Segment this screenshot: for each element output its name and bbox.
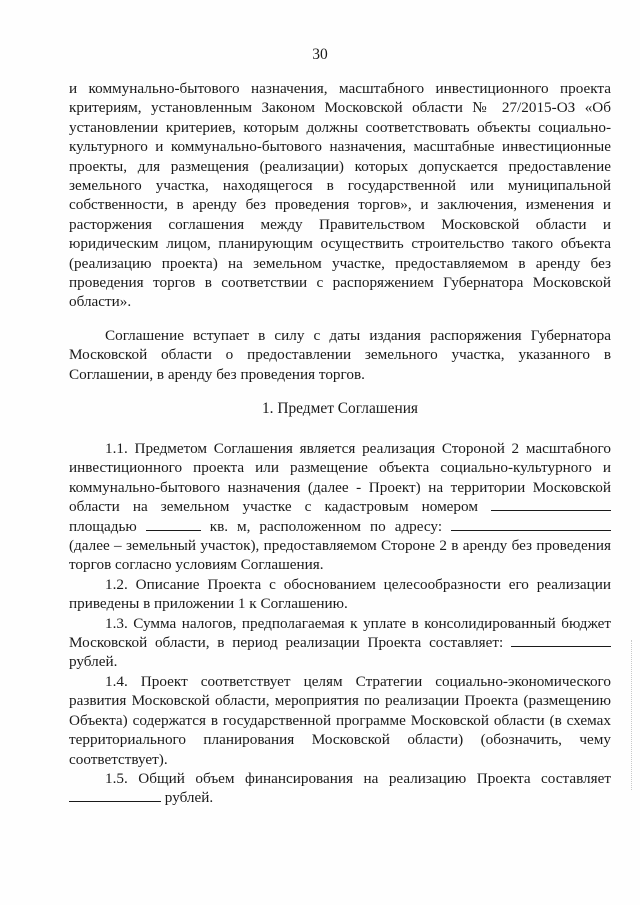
clause-1-1-text-a: 1.1. Предметом Соглашения является реализация Стороной 2 масштабного инвестиционного проекта или размещение объекта социально-культурного и коммунально-бытового назначения (далее - Проект) на территории Московской области на земельном участке с кадастровым номером — [69, 440, 611, 516]
address-blank — [451, 517, 611, 531]
tax-amount-blank — [511, 633, 611, 647]
area-blank — [146, 517, 201, 531]
section-heading: 1. Предмет Соглашения — [261, 400, 419, 417]
entry-into-force-text: Соглашение вступает в силу с даты издания распоряжения Губернатора Московской области о предоставлении земельного участка, указанного в Соглашении, в аренду без проведения торгов. — [69, 327, 611, 383]
clause-1-1-text-b: площадью — [69, 517, 137, 535]
clause-1-5-text-b: рублей. — [164, 789, 214, 807]
cadastral-number-blank — [491, 497, 611, 511]
clause-1-5 — [69, 769, 611, 808]
clause-1-4: 1.4. Проект соответствует целям Стратегии социально-экономического развития Московской области, мероприятия по реализации Проекта (размещению Объекта) содержатся в государственной программе Московской области (в схемах территориального планирования Московской области) (обозначить, чему соответствует). — [69, 672, 611, 768]
clause-1-2: 1.2. Описание Проекта с обоснованием целесообразности его реализации приведены в приложении 1 к Соглашению. — [69, 575, 611, 613]
clause-1-5-text-a: 1.5. Общий объем финансирования на реализацию Проекта составляет — [105, 769, 611, 787]
entry-into-force-paragraph — [69, 326, 611, 384]
continuation-text: и коммунально-бытового назначения, масштабного инвестиционного проекта критериям, установленным Законом Московской области № 27/2015-ОЗ «Об установлении критериев, которым должны соответствовать объекты социально-культурного и коммунально-бытового назначения, масштабные инвестиционные проекты, для размещения (реализации) которых допускается предоставление земельного участка, находящегося в государственной или муниципальной собственности, в аренду без проведения торгов», и заключения, изменения и расторжения соглашения между Правительством Московской области и юридическим лицом, планирующим осуществить строительство такого объекта (реализацию проекта) на земельном участке, предоставляемом в аренду без проведения торгов в соответствии с распоряжением Губернатора Московской области». — [69, 80, 611, 311]
clause-1-3-text-b: рублей. — [69, 653, 118, 671]
clause-1-3-text-a: 1.3. Сумма налогов, предполагаемая к уплате в консолидированный бюджет Московской области, в период реализации Проекта составляет: — [69, 614, 611, 652]
financing-amount-blank — [69, 788, 161, 802]
clause-1-1-text-c: кв. м, расположенном по адресу: — [209, 517, 443, 535]
clause-1-3 — [69, 614, 611, 672]
page-number: 30 — [312, 46, 328, 63]
continuation-paragraph — [69, 79, 611, 312]
scan-margin-mark — [631, 640, 634, 790]
clause-1-1-text-d: (далее – земельный участок), предоставляемом Стороне 2 в аренду без проведения торгов согласно условиям Соглашения. — [69, 537, 611, 574]
clause-1-1 — [69, 439, 611, 575]
section-body — [69, 439, 611, 808]
